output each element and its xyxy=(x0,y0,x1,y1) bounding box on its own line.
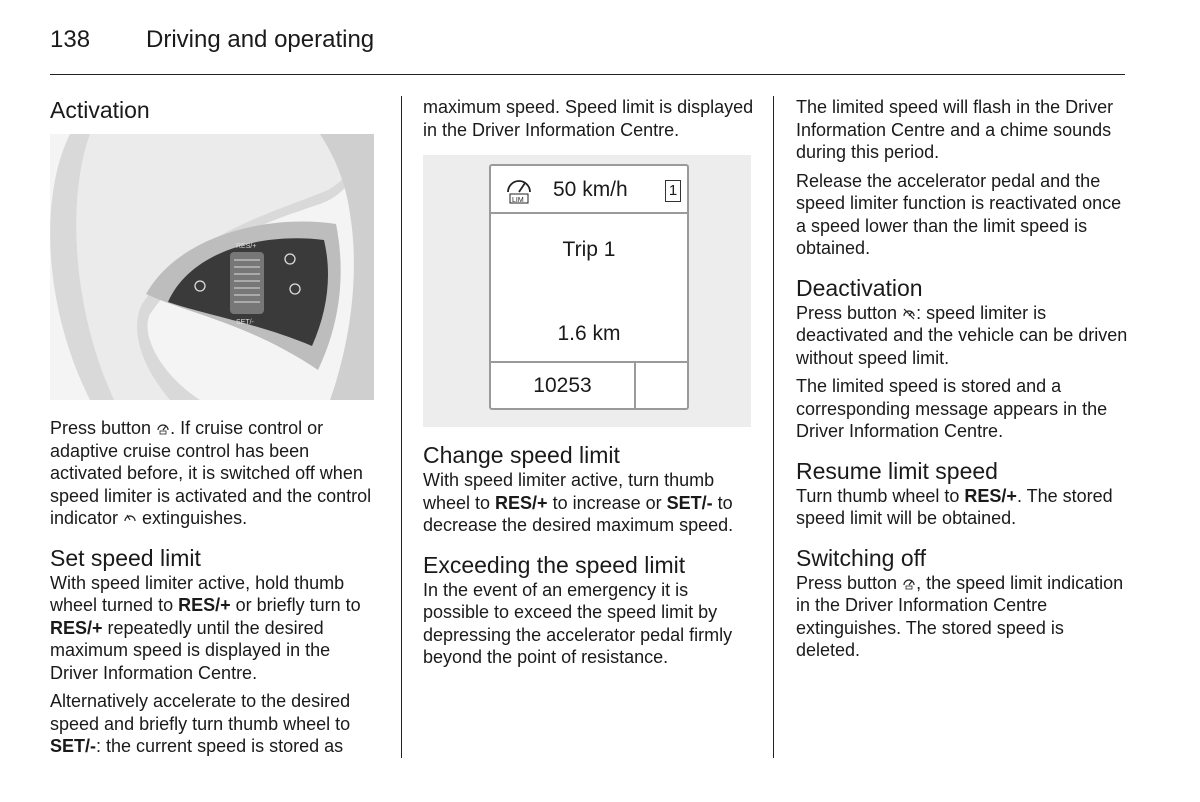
column-3 xyxy=(796,96,1131,668)
heading-switching-off: Switching off xyxy=(796,544,926,571)
activation-paragraph: Press button . If cruise control or adaptive cruise control has been activated before, it is switched off when speed limiter is activated and the control indicator extinguishes. xyxy=(50,418,372,528)
dic-gear: 1 xyxy=(665,180,681,202)
dic-speed: 50 km/h xyxy=(553,178,628,201)
header-rule xyxy=(50,74,1125,75)
heading-change-speed-limit: Change speed limit xyxy=(423,442,620,468)
page-number: 138 xyxy=(50,26,91,53)
speed-limiter-icon xyxy=(503,172,537,206)
resume-paragraph: Turn thumb wheel to RES/+. The stored speed limit will be obtained. xyxy=(796,485,1113,528)
speed-limiter-icon xyxy=(902,576,916,590)
change-paragraph: With speed limiter active, turn thumb wheel to RES/+ to increase or SET/- to decrease the desired maximum speed. xyxy=(423,470,734,535)
switching-off-paragraph: Press button , the speed limit indication in the Driver Information Centre extinguishes. The stored speed is deleted. xyxy=(796,572,1124,660)
heading-resume: Resume limit speed xyxy=(796,457,998,484)
exceed-paragraph: In the event of an emergency it is possible to exceed the speed limit by depressing the accelerator pedal firmly beyond the point of resistance. xyxy=(423,579,733,667)
dic-distance: 1.6 km xyxy=(557,322,621,345)
column-1 xyxy=(50,96,382,764)
dic-odometer: 10253 xyxy=(491,363,636,408)
stored-paragraph: The limited speed is stored and a corresponding message appears in the Driver Information Centre. xyxy=(796,376,1108,441)
column-2 xyxy=(423,96,759,675)
speed-limiter-icon xyxy=(156,421,170,435)
heading-activation: Activation xyxy=(50,97,150,123)
page-header xyxy=(50,26,374,54)
dic-illustration xyxy=(423,155,751,427)
speed-limiter-off-icon xyxy=(902,306,916,320)
set-paragraph-1: With speed limiter active, hold thumb wheel turned to RES/+ or briefly turn to RES/+ repeatedly until the desired maximum speed is displayed in the Driver Information Centre. xyxy=(50,572,361,683)
steering-wheel-image xyxy=(50,134,374,400)
section-title: Driving and operating xyxy=(146,26,375,53)
continued-paragraph: maximum speed. Speed limit is displayed in the Driver Information Centre. xyxy=(423,97,754,140)
release-paragraph: Release the accelerator pedal and the speed limiter function is reactivated once a speed lower than the limit speed is obtained. xyxy=(796,170,1122,258)
column-divider xyxy=(401,96,402,758)
cruise-control-indicator-icon xyxy=(123,511,137,525)
heading-exceeding: Exceeding the speed limit xyxy=(423,551,686,578)
set-paragraph-2: Alternatively accelerate to the desired speed and briefly turn thumb wheel to SET/-: the current speed is stored as xyxy=(50,691,351,756)
steering-wheel-illustration xyxy=(50,134,382,405)
deactivation-paragraph: Press button : speed limiter is deactivated and the vehicle can be driven without speed limit. xyxy=(796,302,1128,368)
flash-paragraph: The limited speed will flash in the Driver Information Centre and a chime sounds during this period. xyxy=(796,97,1114,162)
heading-set-speed-limit: Set speed limit xyxy=(50,544,201,571)
driver-information-centre-display xyxy=(489,164,689,410)
svg-text:LIM: LIM xyxy=(512,197,524,204)
heading-deactivation: Deactivation xyxy=(796,274,923,301)
column-divider xyxy=(773,96,774,758)
wheel-label-res: RES/+ xyxy=(236,243,257,250)
wheel-label-set: SET/- xyxy=(236,319,254,326)
dic-trip: Trip 1 xyxy=(562,238,616,261)
